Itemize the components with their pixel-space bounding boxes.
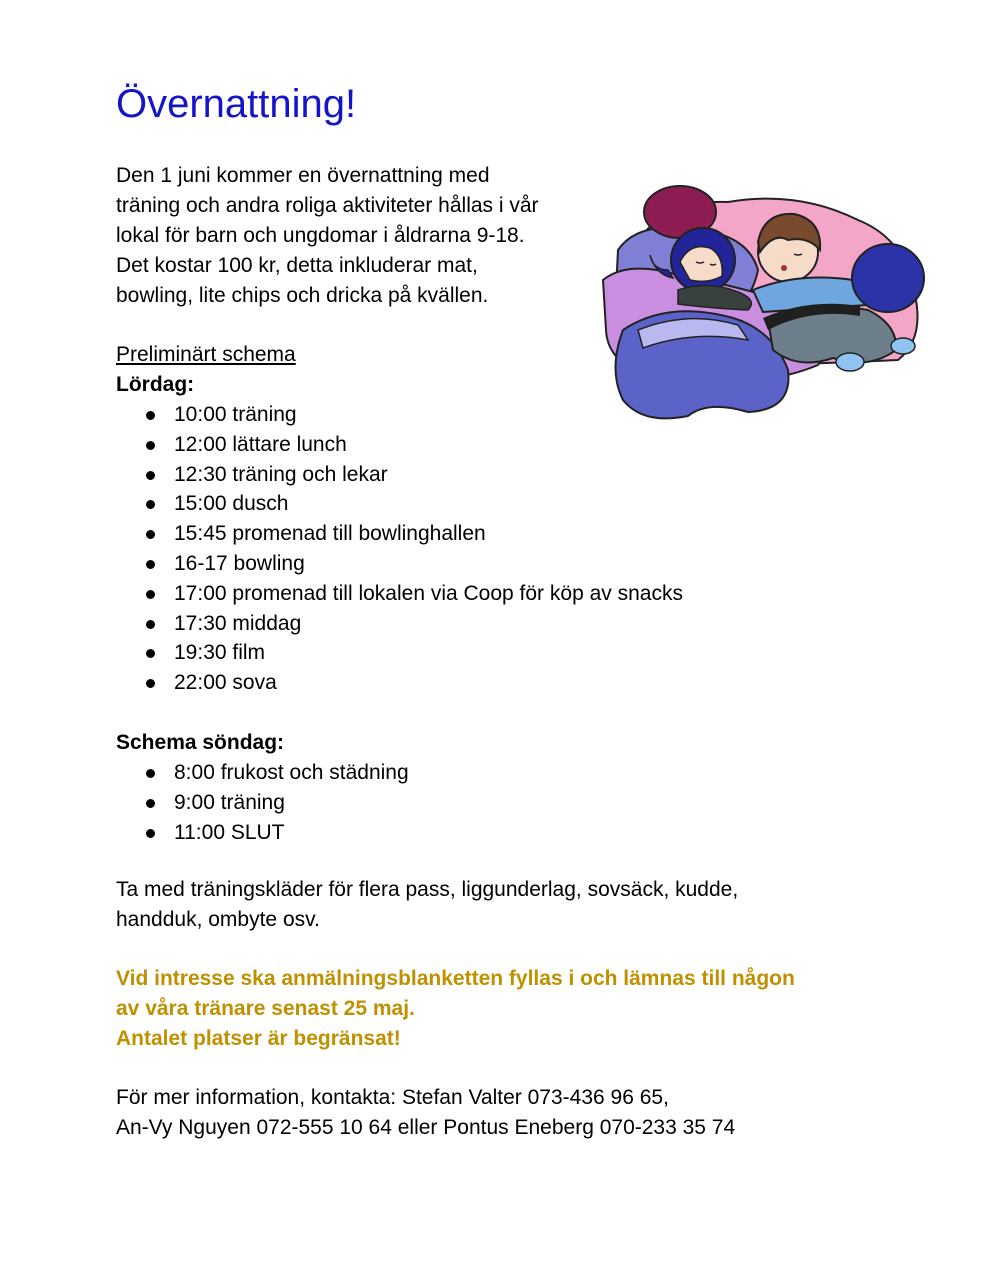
- list-item: [116, 788, 876, 818]
- bring-line: handduk, ombyte osv.: [116, 908, 320, 931]
- notice-line: av våra tränare senast 25 maj.: [116, 997, 415, 1020]
- bullet-icon: [146, 411, 155, 420]
- intro-line: lokal för barn och ungdomar i åldrarna 9-18.: [116, 224, 525, 247]
- list-item-text: 17:00 promenad till lokalen via Coop för köp av snacks: [174, 581, 683, 605]
- intro-line: träning och andra roliga aktiviteter hållas i vår: [116, 194, 539, 217]
- list-item: [116, 549, 876, 579]
- notice-line: Antalet platser är begränsat!: [116, 1027, 401, 1050]
- list-item-text: 22:00 sova: [174, 671, 277, 695]
- contact-line: För mer information, kontakta: Stefan Valter 073-436 96 65,: [116, 1086, 669, 1109]
- bring-line: Ta med träningskläder för flera pass, liggunderlag, sovsäck, kudde,: [116, 878, 739, 901]
- intro-line: Det kostar 100 kr, detta inkluderar mat,: [116, 254, 478, 277]
- schedule: [116, 340, 876, 847]
- bullet-icon: [146, 769, 155, 778]
- list-item-text: 9:00 träning: [174, 790, 285, 814]
- intro-line: bowling, lite chips och dricka på kvällen.: [116, 284, 489, 307]
- bring-paragraph: [116, 875, 876, 935]
- list-item-text: 19:30 film: [174, 641, 266, 665]
- saturday-list: [116, 400, 876, 698]
- bullet-icon: [146, 560, 155, 569]
- list-item-text: 11:00 SLUT: [174, 820, 285, 844]
- list-item-text: 15:00 dusch: [174, 492, 289, 516]
- list-item-text: 8:00 frukost och städning: [174, 760, 409, 784]
- list-item-text: 16-17 bowling: [174, 551, 305, 575]
- contact-line: An-Vy Nguyen 072-555 10 64 eller Pontus Eneberg 070-233 35 74: [116, 1116, 736, 1139]
- notice-line: Vid intresse ska anmälningsblanketten fyllas i och lämnas till någon: [116, 967, 795, 990]
- bullet-icon: [146, 590, 155, 599]
- page-title: Övernattning!: [116, 82, 357, 126]
- intro-paragraph: [116, 161, 586, 311]
- bullet-icon: [146, 829, 155, 838]
- list-item: [116, 668, 876, 698]
- bullet-icon: [146, 799, 155, 808]
- contact-paragraph: [116, 1083, 896, 1143]
- list-item: [116, 758, 876, 788]
- registration-notice: [116, 964, 896, 1054]
- bullet-icon: [146, 620, 155, 629]
- bullet-icon: [146, 500, 155, 509]
- bullet-icon: [146, 471, 155, 480]
- list-item: [116, 579, 876, 609]
- bullet-icon: [146, 679, 155, 688]
- list-item: [116, 400, 876, 430]
- schedule-heading: Preliminärt schema: [116, 343, 296, 366]
- list-item-text: 15:45 promenad till bowlinghallen: [174, 522, 486, 546]
- list-item: [116, 519, 876, 549]
- list-item-text: 12:00 lättare lunch: [174, 432, 347, 456]
- list-item: [116, 460, 876, 490]
- list-item: [116, 609, 876, 639]
- sunday-list: [116, 758, 876, 847]
- saturday-heading: Lördag:: [116, 373, 195, 396]
- list-item: [116, 818, 876, 848]
- list-item: [116, 430, 876, 460]
- list-item-text: 10:00 träning: [174, 403, 297, 426]
- bullet-icon: [146, 441, 155, 450]
- list-item: [116, 638, 876, 668]
- intro-line: Den 1 juni kommer en övernattning med: [116, 164, 490, 187]
- sunday-heading: Schema söndag:: [116, 730, 285, 754]
- list-item-text: 12:30 träning och lekar: [174, 462, 388, 486]
- list-item: [116, 489, 876, 519]
- bullet-icon: [146, 530, 155, 539]
- list-item-text: 17:30 middag: [174, 611, 302, 635]
- bullet-icon: [146, 649, 155, 658]
